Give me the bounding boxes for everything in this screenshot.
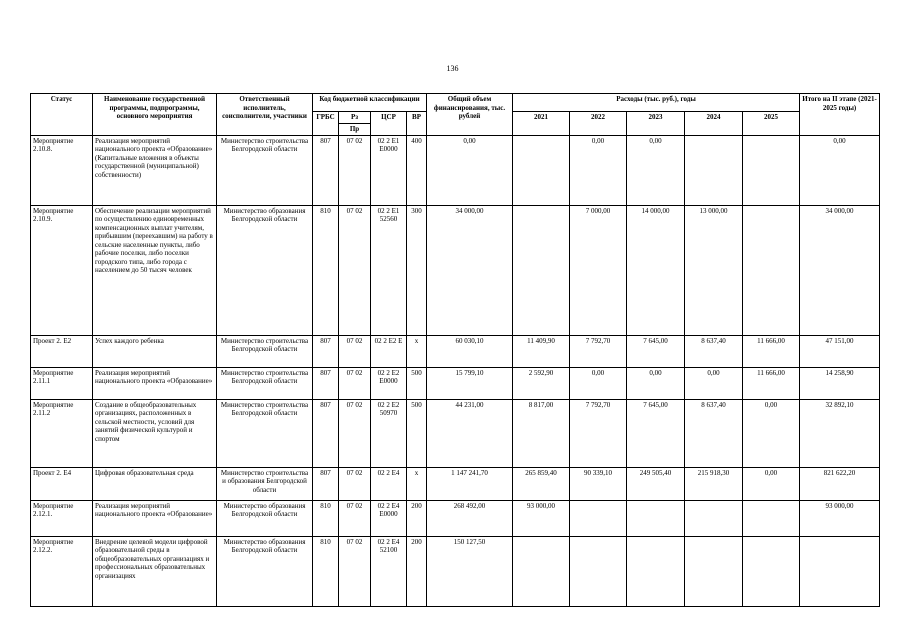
cell-2025 [743,135,800,205]
cell-vr: 400 [407,135,427,205]
cell-2025 [743,500,800,536]
header-year-2024: 2024 [685,112,743,136]
cell-name: Реализация мероприятий национального проекта «Образование» [93,500,217,536]
header-pr: Пр [339,124,371,136]
cell-grbs: 807 [313,135,339,205]
cell-name: Внедрение целевой модели цифровой образовательной среды в общеобразовательных организациях и профессиональных образовательных организациях [93,536,217,606]
cell-status: Мероприятие 2.11.2 [31,399,93,467]
cell-status: Мероприятие 2.10.8. [31,135,93,205]
cell-total: 60 030,10 [427,335,513,367]
cell-grbs: 807 [313,467,339,500]
cell-total: 34 000,00 [427,205,513,335]
header-year-2023: 2023 [627,112,685,136]
cell-total: 1 147 241,70 [427,467,513,500]
cell-rzpr: 07 02 [339,135,371,205]
header-grbs: ГРБС [313,112,339,136]
cell-2022 [570,500,627,536]
table-row [31,205,880,335]
cell-stage-total: 93 000,00 [800,500,880,536]
cell-csr: 02 2 E1 E0000 [371,135,407,205]
cell-csr: 02 2 E2 50970 [371,399,407,467]
cell-total: 268 492,00 [427,500,513,536]
cell-grbs: 807 [313,335,339,367]
cell-executor: Министерство строительства и образования Белгородской области [217,467,313,500]
cell-rzpr: 07 02 [339,500,371,536]
cell-2024: 8 637,40 [685,335,743,367]
cell-vr: 200 [407,500,427,536]
cell-status: Мероприятие 2.10.9. [31,205,93,335]
cell-2023: 14 000,00 [627,205,685,335]
cell-2024: 8 637,40 [685,399,743,467]
cell-name: Успех каждого ребенка [93,335,217,367]
cell-2022 [570,536,627,606]
cell-vr: 500 [407,399,427,467]
cell-2024: 13 000,00 [685,205,743,335]
cell-2023: 7 645,00 [627,399,685,467]
cell-executor: Министерство строительства Белгородской области [217,335,313,367]
cell-2022: 7 792,70 [570,335,627,367]
cell-csr: 02 2 E4 E0000 [371,500,407,536]
cell-name: Реализация мероприятий национального проекта «Образование» (Капитальные вложения в объекты государственной (муниципальной) собственности) [93,135,217,205]
table-row [31,135,880,205]
cell-2025: 11 666,00 [743,367,800,399]
cell-name: Реализация мероприятий национального проекта «Образование» [93,367,217,399]
cell-2021: 93 000,00 [513,500,570,536]
cell-csr: 02 2 E2 E0000 [371,367,407,399]
cell-2025 [743,205,800,335]
cell-2021: 8 817,00 [513,399,570,467]
cell-status: Проект 2. E4 [31,467,93,500]
cell-2022: 7 000,00 [570,205,627,335]
budget-table [30,93,880,607]
cell-2024 [685,500,743,536]
cell-2021: 11 409,90 [513,335,570,367]
cell-executor: Министерство образования Белгородской области [217,536,313,606]
header-stage-total: Итого на II этапе (2021-2025 годы) [800,94,880,136]
cell-2021 [513,205,570,335]
cell-grbs: 810 [313,205,339,335]
cell-rzpr: 07 02 [339,335,371,367]
cell-status: Мероприятие 2.11.1 [31,367,93,399]
header-year-2025: 2025 [743,112,800,136]
cell-vr: 200 [407,536,427,606]
cell-vr: x [407,467,427,500]
cell-vr: 300 [407,205,427,335]
cell-grbs: 807 [313,367,339,399]
cell-status: Мероприятие 2.12.1. [31,500,93,536]
cell-vr: x [407,335,427,367]
cell-stage-total: 0,00 [800,135,880,205]
cell-rzpr: 07 02 [339,367,371,399]
cell-status: Проект 2. E2 [31,335,93,367]
cell-2021: 2 592,90 [513,367,570,399]
cell-name: Цифровая образовательная среда [93,467,217,500]
cell-2023: 7 645,00 [627,335,685,367]
cell-executor: Министерство строительства Белгородской области [217,367,313,399]
cell-stage-total: 47 151,00 [800,335,880,367]
page-number: 136 [446,64,459,73]
cell-stage-total: 32 892,10 [800,399,880,467]
cell-csr: 02 2 E2 E [371,335,407,367]
cell-grbs: 810 [313,500,339,536]
cell-2025: 0,00 [743,467,800,500]
header-vr: ВР [407,112,427,136]
header-name: Наименование государственной программы, подпрограммы, основного мероприятия [93,94,217,136]
cell-2025: 11 666,00 [743,335,800,367]
cell-csr: 02 2 E4 52100 [371,536,407,606]
cell-stage-total [800,536,880,606]
cell-executor: Министерство строительства Белгородской области [217,135,313,205]
cell-2021 [513,536,570,606]
table-row [31,500,880,536]
cell-total: 44 231,00 [427,399,513,467]
cell-2024: 215 918,30 [685,467,743,500]
cell-vr: 500 [407,367,427,399]
table-row [31,367,880,399]
cell-csr: 02 2 E4 [371,467,407,500]
cell-stage-total: 821 622,20 [800,467,880,500]
cell-executor: Министерство образования Белгородской области [217,205,313,335]
cell-2024 [685,135,743,205]
cell-executor: Министерство образования Белгородской области [217,500,313,536]
header-csr: ЦСР [371,112,407,136]
header-total: Общий объем финансирования, тыс. рублей [427,94,513,136]
table-row [31,399,880,467]
cell-rzpr: 07 02 [339,205,371,335]
cell-total: 15 799,10 [427,367,513,399]
cell-2025: 0,00 [743,399,800,467]
cell-status: Мероприятие 2.12.2. [31,536,93,606]
table-row [31,536,880,606]
cell-2025 [743,536,800,606]
cell-rzpr: 07 02 [339,467,371,500]
header-status: Статус [31,94,93,136]
cell-stage-total: 34 000,00 [800,205,880,335]
cell-2022: 0,00 [570,367,627,399]
cell-2023: 0,00 [627,135,685,205]
header-rz: Рз [339,112,371,124]
cell-grbs: 810 [313,536,339,606]
cell-2024: 0,00 [685,367,743,399]
cell-executor: Министерство строительства Белгородской области [217,399,313,467]
cell-2021 [513,135,570,205]
cell-name: Обеспечение реализации мероприятий по осуществлению единовременных компенсационных выплат учителям, прибывшим (переехавшим) на работу в сельские населенные пункты, либо рабочие поселки, либо поселки городского типа, либо города с населением до 50 тысяч человек [93,205,217,335]
cell-2023: 249 505,40 [627,467,685,500]
cell-name: Создание в общеобразовательных организациях, расположенных в сельской местности, условий для занятий физической культурой и спортом [93,399,217,467]
cell-grbs: 807 [313,399,339,467]
cell-rzpr: 07 02 [339,399,371,467]
cell-2022: 0,00 [570,135,627,205]
cell-2023 [627,536,685,606]
table-row [31,467,880,500]
cell-2023 [627,500,685,536]
header-executor: Ответственный исполнитель, соисполнители, участники [217,94,313,136]
cell-total: 150 127,50 [427,536,513,606]
cell-2021: 265 859,40 [513,467,570,500]
cell-2023: 0,00 [627,367,685,399]
cell-2024 [685,536,743,606]
cell-csr: 02 2 E1 52560 [371,205,407,335]
cell-stage-total: 14 258,90 [800,367,880,399]
header-year-2022: 2022 [570,112,627,136]
header-budget-code: Код бюджетной классификации [313,94,427,112]
cell-total: 0,00 [427,135,513,205]
cell-rzpr: 07 02 [339,536,371,606]
header-expenses: Расходы (тыс. руб.), годы [513,94,800,112]
cell-2022: 7 792,70 [570,399,627,467]
table-row [31,335,880,367]
header-year-2021: 2021 [513,112,570,136]
cell-2022: 90 339,10 [570,467,627,500]
